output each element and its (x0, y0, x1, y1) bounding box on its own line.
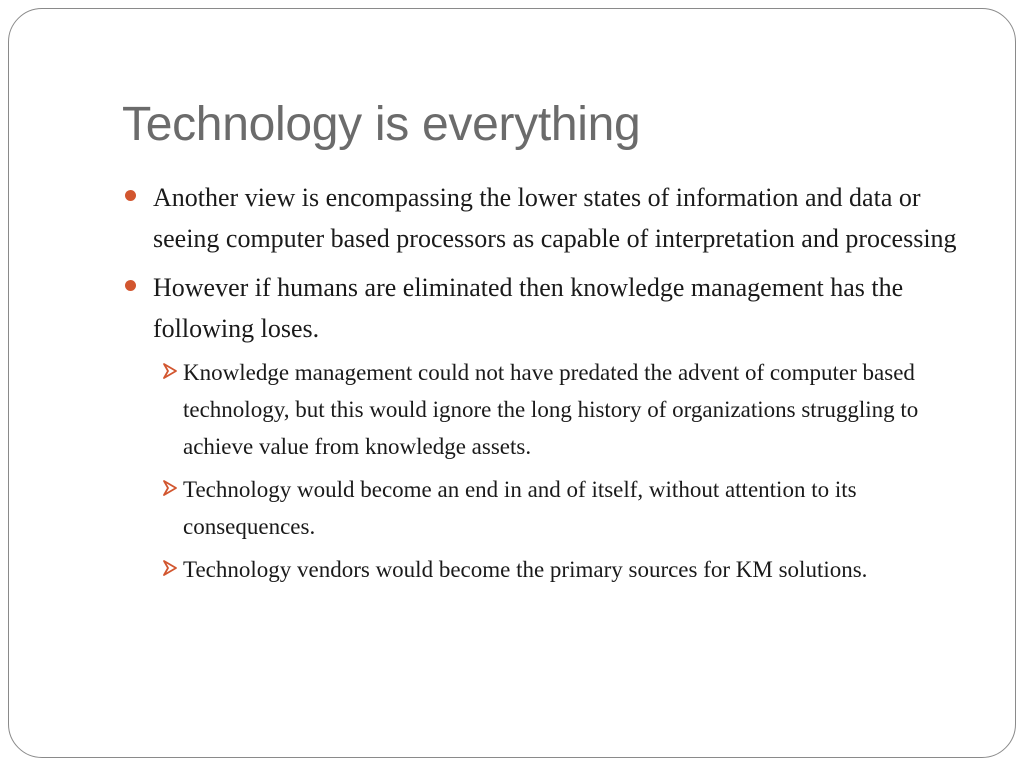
slide-frame (8, 8, 1016, 758)
bullet-text: Another view is encompassing the lower states of information and data or seeing computer based processors as capable of interpretation and processing (153, 183, 957, 253)
sub-bullet-text: Technology would become an end in and of itself, without attention to its consequences. (183, 477, 857, 539)
sub-bullet-item (153, 354, 972, 465)
round-bullet-icon (125, 190, 136, 201)
sub-bullet-text: Technology vendors would become the primary sources for KM solutions. (183, 557, 868, 582)
sub-bullet-text: Knowledge management could not have predated the advent of computer based technology, but this would ignore the long history of organizations struggling to achieve value from knowledge assets. (183, 360, 919, 459)
bullet-item (122, 267, 972, 588)
arrow-bullet-icon (161, 559, 179, 577)
sub-bullet-item (153, 471, 972, 545)
bullet-list (122, 177, 972, 596)
sub-bullet-list (153, 354, 972, 588)
round-bullet-icon (125, 280, 136, 291)
bullet-item (122, 177, 972, 259)
sub-bullet-item (153, 551, 972, 588)
arrow-bullet-icon (161, 362, 179, 380)
arrow-bullet-icon (161, 479, 179, 497)
slide-title: Technology is everything (122, 98, 641, 151)
bullet-text: However if humans are eliminated then knowledge management has the following loses. (153, 273, 904, 343)
